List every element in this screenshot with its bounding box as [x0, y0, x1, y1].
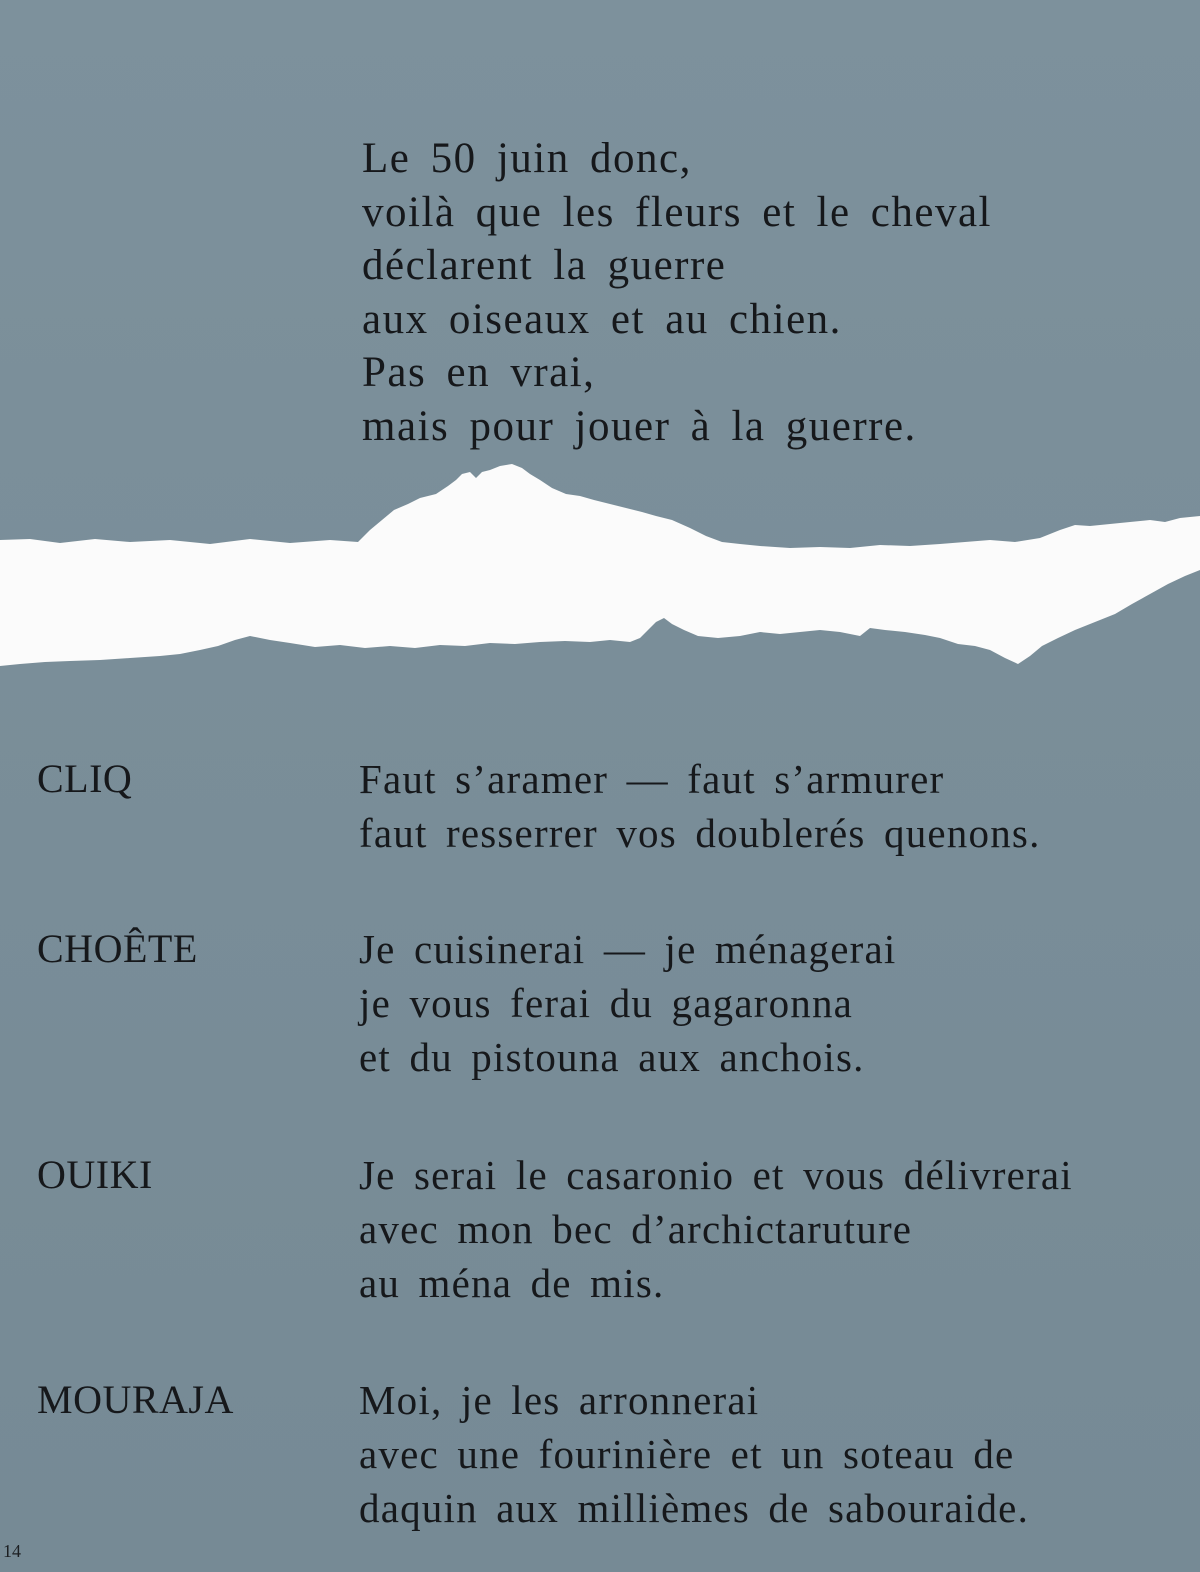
intro-stanza [362, 132, 1122, 453]
speaker-name: CLIQ [37, 756, 133, 801]
intro-line-2: voilà que les fleurs et le cheval [362, 188, 993, 236]
speech-line: Je serai le casaronio et vous délivrerai [359, 1152, 1073, 1198]
intro-line-1: Le 50 juin donc, [362, 135, 692, 182]
speech-line: et du pistouna aux anchois. [359, 1034, 865, 1080]
speech-line: avec une fourinière et un soteau de [359, 1431, 1015, 1477]
speech-line: je vous ferai du gagaronna [359, 980, 854, 1026]
speech-lines [359, 752, 1159, 860]
speaker-name: MOURAJA [37, 1377, 234, 1422]
speech-line: daquin aux millièmes de sabouraide. [359, 1485, 1030, 1531]
speech-line: Je cuisinerai — je ménagerai [359, 926, 897, 972]
intro-line-5: Pas en vrai, [362, 349, 596, 396]
speech-lines [359, 1148, 1159, 1310]
speech-lines [359, 922, 1159, 1084]
speech-line: Moi, je les arronnerai [359, 1377, 760, 1423]
intro-line-4: aux oiseaux et au chien. [362, 295, 842, 343]
speaker-name: OUIKI [37, 1152, 153, 1197]
speaker-name: CHOÊTE [37, 926, 198, 971]
intro-line-6: mais pour jouer à la guerre. [362, 402, 917, 450]
speech-lines [359, 1373, 1159, 1535]
speech-line: faut resserrer vos doublerés quenons. [359, 810, 1041, 856]
speech-line: Faut s’aramer — faut s’armurer [359, 756, 945, 802]
speech-line: au ména de mis. [359, 1260, 665, 1306]
page-number: 14 [3, 1541, 21, 1561]
torn-paper-strip [0, 460, 1200, 680]
intro-line-3: déclarent la guerre [362, 242, 727, 289]
speech-line: avec mon bec d’archictaruture [359, 1206, 913, 1252]
